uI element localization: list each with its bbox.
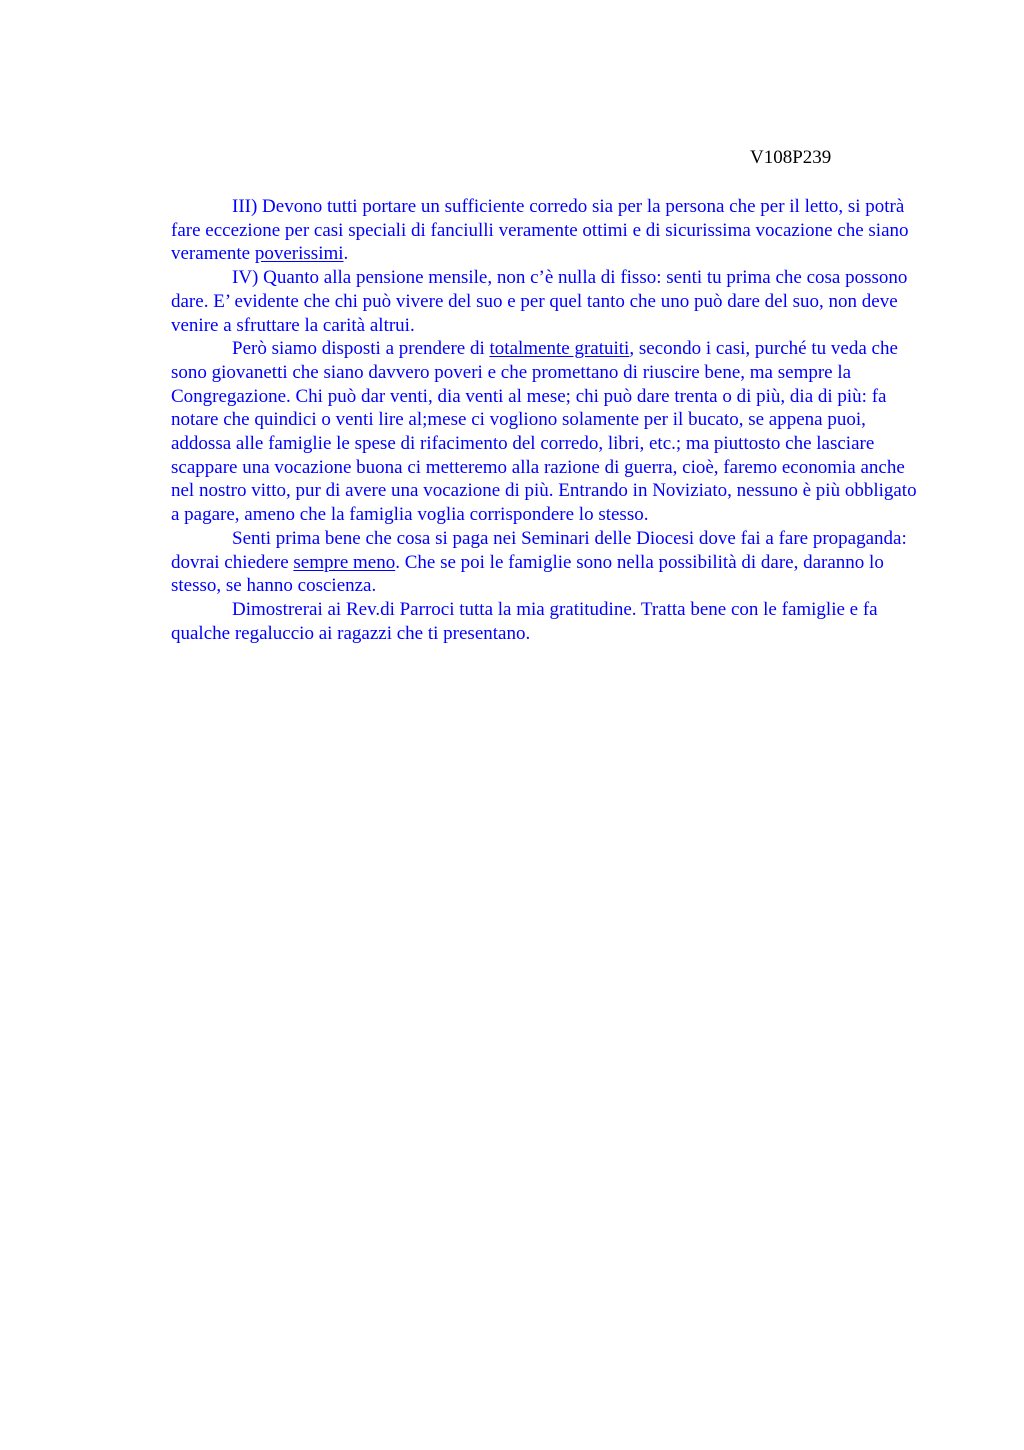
paragraph-text: . Che se poi le famiglie sono nella possibilità di dare, daranno lo stesso, se hanno coscienza.	[171, 551, 884, 597]
paragraph-text: .	[343, 243, 349, 265]
paragraph-gratitudine: Dimostrerai ai Rev.di Parroci tutta la mia gratitudine. Tratta bene con le famiglie e fa qualche regaluccio ai ragazzi che ti presentano.	[171, 598, 878, 644]
paragraph-text: Senti prima bene che cosa si paga nei Seminari delle Diocesi dove fai a fare propaganda: dovrai chiedere	[171, 527, 907, 573]
paragraph-seminari	[171, 527, 926, 598]
paragraph-iv: IV) Quanto alla pensione mensile, non c’è nulla di fisso: senti tu prima che cosa possono dare. E’ evidente che chi può vivere del suo e per quel tanto che uno può dare del suo, non deve venire a sfruttare la carità altrui.	[171, 267, 908, 336]
paragraph-iii	[171, 195, 926, 266]
paragraph-text: Però siamo disposti a prendere di	[232, 338, 490, 360]
paragraph-text: III) Devono tutti portare un sufficiente corredo sia per la persona che per il letto, si potrà fare eccezione per casi speciali di fanciulli veramente ottimi e di sicurissima vocazione che siano veramente	[171, 196, 909, 265]
underlined-word: poverissimi	[254, 243, 344, 265]
underlined-phrase: totalmente gratuiti	[489, 338, 630, 360]
paragraph-gratuiti	[171, 337, 926, 527]
letter-body	[171, 195, 926, 645]
underlined-phrase: sempre meno	[293, 551, 396, 573]
paragraph-text: , secondo i casi, purché tu veda che sono giovanetti che siano davvero poveri e che promettano di riuscire bene, ma sempre la Congregazione. Chi può dar venti, dia venti al mese; chi può dare trenta o di più, dia di più: fa notare che quindici o venti lire al;mese ci vogliono solamente per il bucato, se appena puoi, addossa alle famiglie le spese di rifacimento del corredo, libri, etc.; ma piuttosto che lasciare scappare una vocazione buona ci metteremo alla razione di guerra, cioè, faremo economia anche nel nostro vitto, pur di avere una vocazione di più. Entrando in Noviziato, nessuno è più obbligato a pagare, ameno che la famiglia voglia corrispondere lo stesso.	[171, 338, 917, 526]
page-reference: V108P239	[750, 147, 832, 168]
